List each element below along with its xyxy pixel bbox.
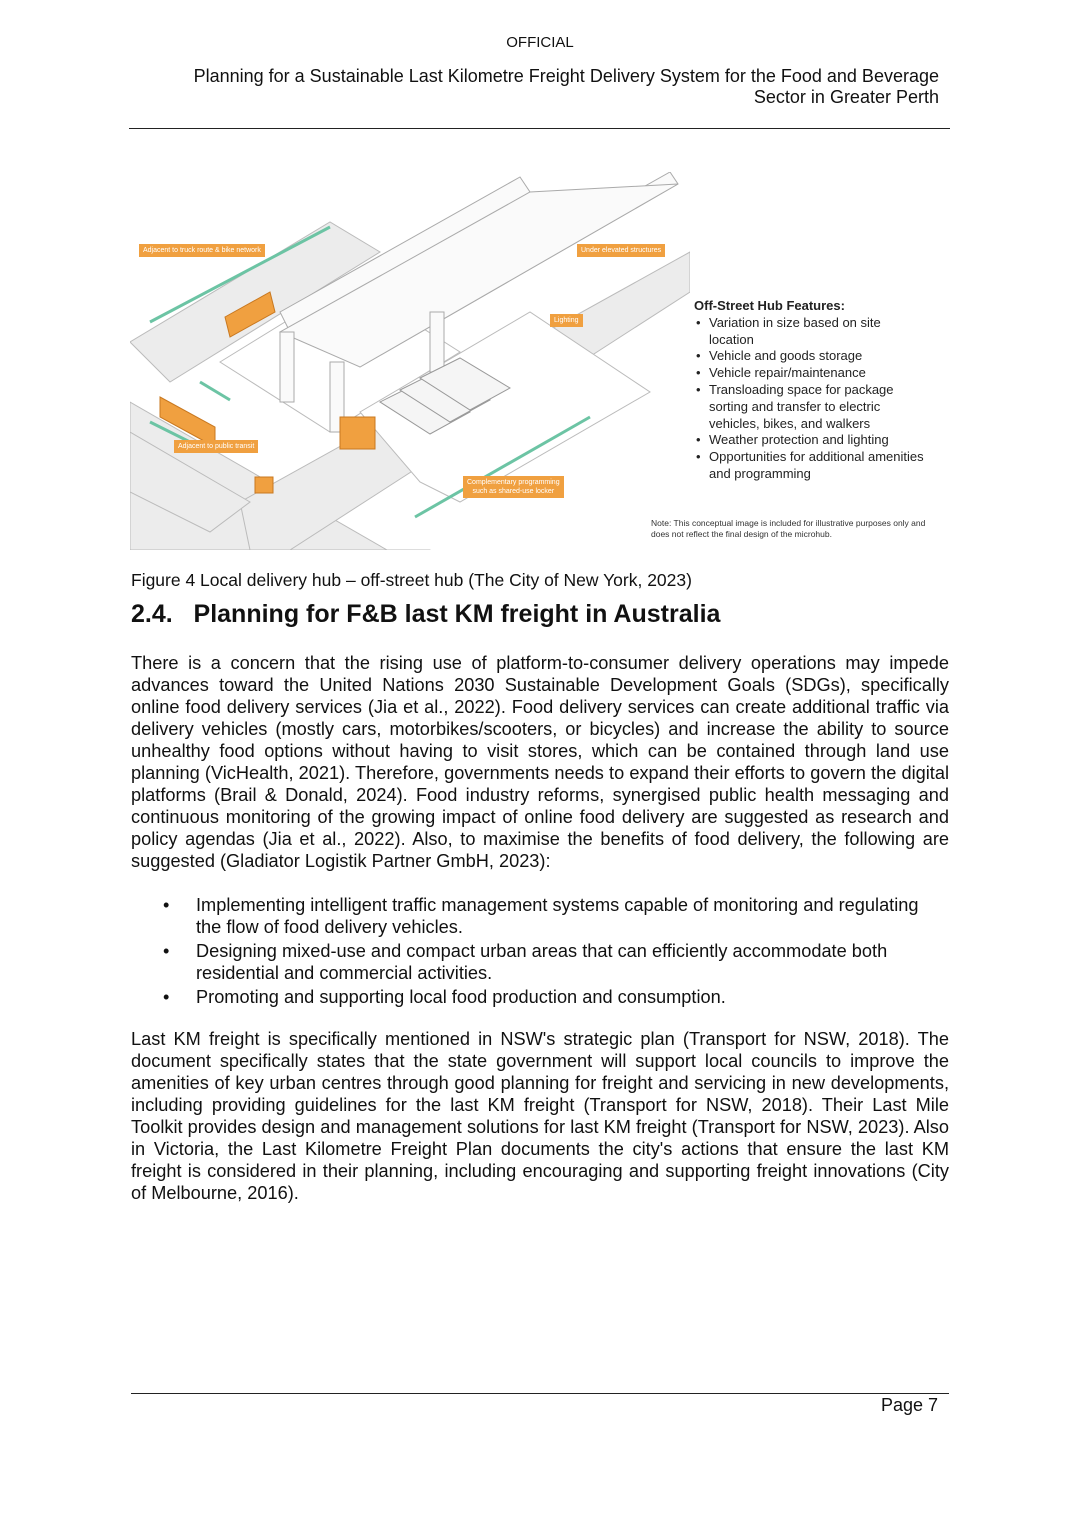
header-divider bbox=[129, 128, 950, 129]
hub-illustration bbox=[130, 172, 690, 550]
suggestion-item: • Implementing intelligent traffic management systems capable of monitoring and regulating the flow of food delivery vehicles. bbox=[163, 894, 923, 938]
feature-item: • Weather protection and lighting bbox=[709, 432, 924, 449]
label-programming-line1: Complementary programming bbox=[467, 479, 560, 486]
feature-item: • Transloading space for package sorting and transfer to electric vehicles, bikes, and walkers bbox=[709, 382, 924, 432]
label-programming-line2: such as shared-use locker bbox=[472, 488, 555, 495]
label-truck-route: Adjacent to truck route & bike network bbox=[139, 244, 265, 257]
label-public-transit: Adjacent to public transit bbox=[174, 440, 258, 453]
document-title-line2: Sector in Greater Perth bbox=[753, 87, 939, 107]
classification-label: OFFICIAL bbox=[506, 34, 574, 51]
figure-note: Note: This conceptual image is included for illustrative purposes only and does not reflect the final design of the microhub. bbox=[651, 518, 926, 539]
document-title bbox=[139, 66, 939, 108]
label-complementary-programming bbox=[463, 476, 564, 498]
features-title: Off-Street Hub Features: bbox=[694, 298, 845, 313]
label-elevated-structures: Under elevated structures bbox=[577, 244, 665, 257]
figure-caption: Figure 4 Local delivery hub – off-street hub (The City of New York, 2023) bbox=[131, 570, 692, 590]
feature-item: • Vehicle and goods storage bbox=[709, 348, 924, 365]
footer-divider bbox=[131, 1393, 949, 1394]
figure-local-delivery-hub bbox=[130, 172, 930, 550]
page-number: Page 7 bbox=[880, 1395, 938, 1415]
paragraph-1: There is a concern that the rising use of platform-to-consumer delivery operations may impede advances toward the United Nations 2030 Sustainable Development Goals (SDGs), specifically online food delivery services (Jia et al., 2022). Food delivery services can create additional traffic via delivery vehicles (mostly cars, motorbikes/scooters, or bicycles) and increase the ability to source unhealthy food options without having to visit stores, which can be contained through land use planning (VicHealth, 2021). Therefore, governments needs to expand their efforts to govern the digital platforms (Brail & Donald, 2024). Food industry reforms, synergised public health messaging and continuous monitoring of the growing impact of online food delivery are suggested as research and policy agendas (Jia et al., 2022). Also, to maximise the benefits of food delivery, the following are suggested (Gladiator Logistik Partner GmbH, 2023): bbox=[131, 653, 949, 871]
feature-item: • Opportunities for additional amenities and programming bbox=[709, 449, 924, 483]
suggestion-item: • Promoting and supporting local food production and consumption. bbox=[163, 986, 923, 1008]
suggestion-list bbox=[163, 894, 923, 1010]
paragraph-2: Last KM freight is specifically mentioned in NSW's strategic plan (Transport for NSW, 2018). The document specifically states that the state government will support local councils to improve the amenities of key urban centres through good planning for freight and servicing in new developments, including providing guidelines for the last KM freight (Transport for NSW, 2018). Their Last Mile Toolkit provides design and management solutions for last KM freight (Transport for NSW, 2023). Also in Victoria, the Last Kilometre Freight Plan documents the city's actions that ensure the last KM freight is considered in their planning, including encouraging and supporting freight innovations (City of Melbourne, 2016). bbox=[131, 1029, 949, 1203]
section-heading: 2.4. Planning for F&B last KM freight in Australia bbox=[131, 600, 721, 628]
hub-features-box bbox=[694, 298, 924, 483]
feature-item: • Variation in size based on site location bbox=[709, 315, 924, 349]
document-title-line1: Planning for a Sustainable Last Kilometre Freight Delivery System for the Food and Beverage bbox=[193, 66, 939, 86]
suggestion-item: • Designing mixed-use and compact urban areas that can efficiently accommodate both residential and commercial activities. bbox=[163, 940, 923, 984]
feature-item: • Vehicle repair/maintenance bbox=[709, 365, 924, 382]
label-lighting: Lighting bbox=[550, 314, 583, 327]
